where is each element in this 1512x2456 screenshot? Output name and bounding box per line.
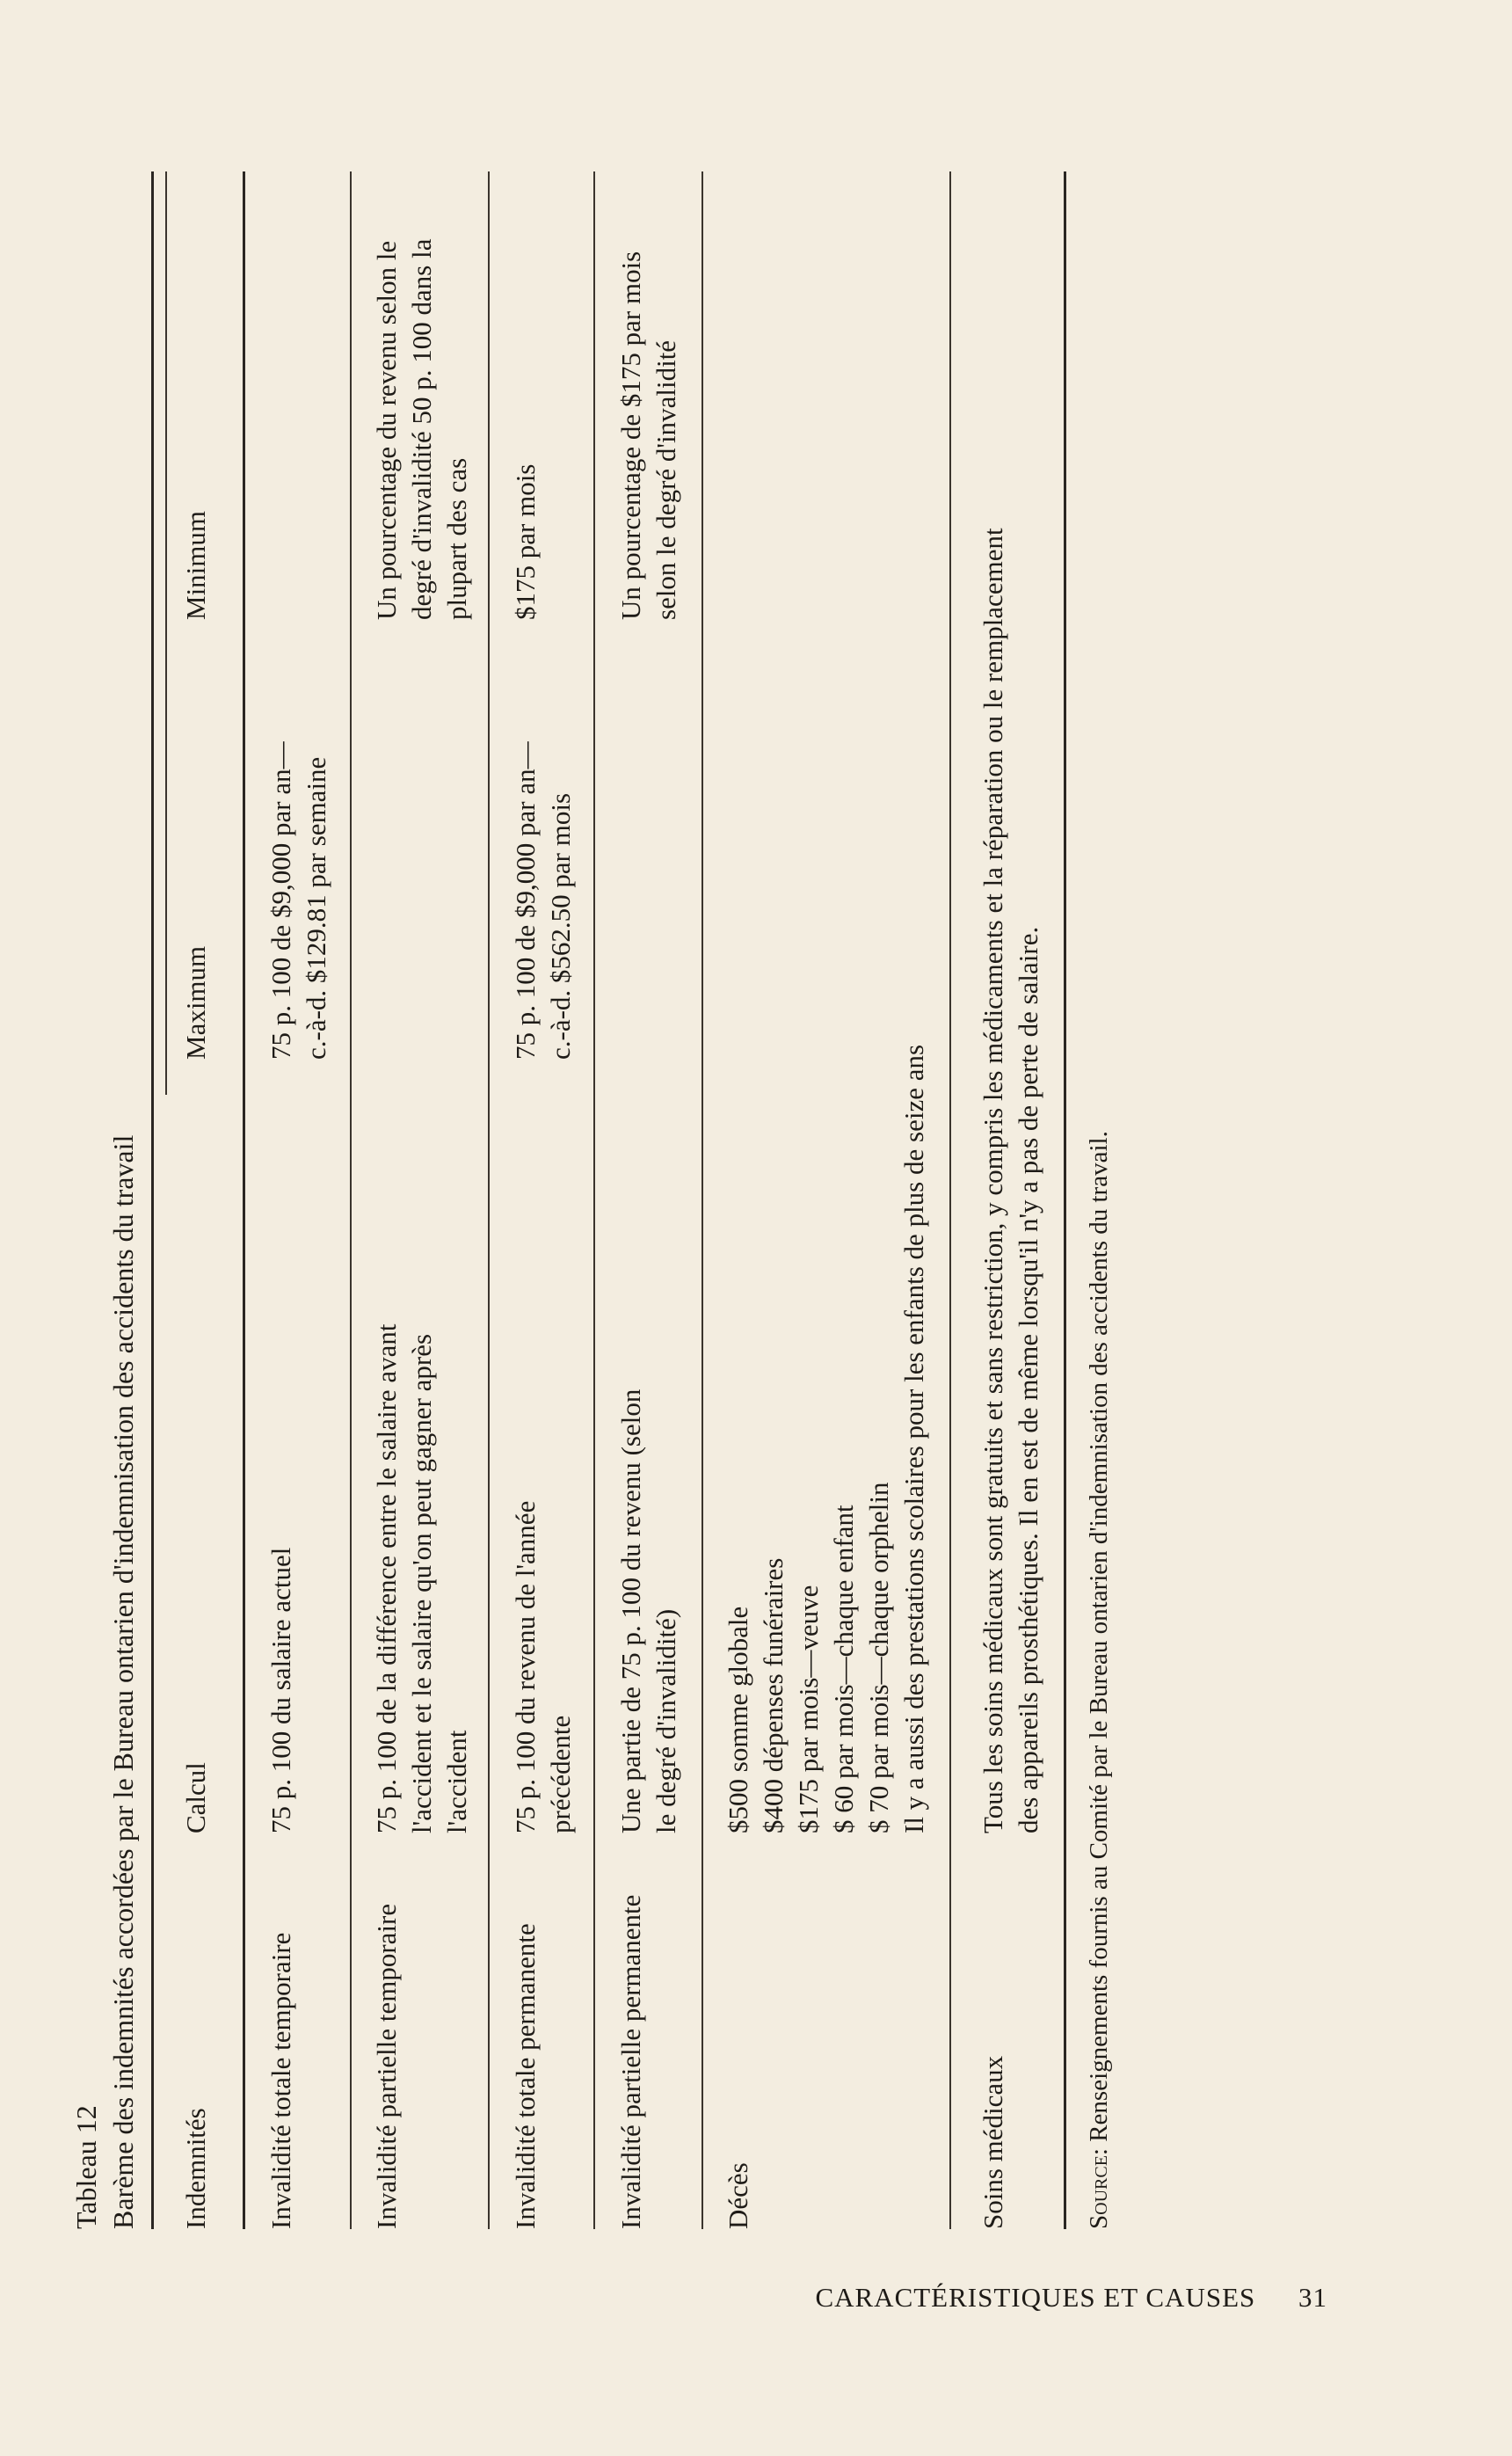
row-2-calcul: 75 p. 100 de la différence entre le salaire avant l'accident et le salaire qu'on peut gagner après l'accident (371, 1323, 472, 1833)
row-4-minimum: Un pourcentage de $175 par mois selon le degré d'invalidité (615, 251, 681, 620)
row-4-indemnite: Invalidité partielle permanente (615, 1894, 646, 2229)
row-divider (701, 171, 703, 2229)
row-3-calcul: 75 p. 100 du revenu de l'année précédente (510, 1500, 576, 1833)
row-3-maximum: 75 p. 100 de $9,000 par an— c.-à-d. $562.50 par mois (510, 741, 576, 1060)
table-label: Tableau 12 (70, 2105, 102, 2229)
row-5-indemnite: Décès (723, 2162, 753, 2229)
row-2-minimum: Un pourcentage du revenu selon le degré d'invalidité 50 p. 100 dans la plupart des cas (371, 238, 472, 620)
table-source (1081, 1131, 1116, 2229)
header-maximum: Maximum (180, 945, 211, 1060)
table-title: Barème des indemnités accordées par le Bureau ontarien d'indemnisation des accidents du travail (107, 1134, 139, 2229)
page-footer (815, 2282, 1327, 2314)
row-1-indemnite: Invalidité totale temporaire (265, 1932, 296, 2229)
header-indemnites: Indemnités (180, 2108, 211, 2229)
row-6-calcul: Tous les soins médicaux sont gratuits et sans restriction, y compris les médicaments et la réparation ou le remplacement des appareils prosthétiques. Il en est de même lorsqu'il n'y a pas de perte de salaire. (978, 528, 1043, 1833)
row-3-minimum: $175 par mois (510, 463, 541, 620)
header-rule (243, 171, 245, 2229)
header-calcul: Calcul (180, 1762, 211, 1833)
row-divider (488, 171, 490, 2229)
row-1-calcul: 75 p. 100 du salaire actuel (265, 1547, 296, 1833)
row-3-indemnite: Invalidité totale permanente (510, 1923, 541, 2229)
header-minimum: Minimum (180, 510, 211, 620)
running-head: CARACTÉRISTIQUES ET CAUSES (815, 2282, 1256, 2313)
column-spanner (165, 171, 167, 1095)
top-rule (151, 171, 154, 2229)
row-divider (593, 171, 595, 2229)
rotated-table (70, 171, 1301, 2229)
source-text: Renseignements fournis au Comité par le Bureau ontarien d'indemnisation des accidents du travail. (1085, 1131, 1113, 2142)
row-4-calcul: Une partie de 75 p. 100 du revenu (selon le degré d'invalidité) (615, 1388, 681, 1833)
row-6-indemnite: Soins médicaux (978, 2055, 1008, 2229)
row-divider (949, 171, 951, 2229)
page-number: 31 (1298, 2282, 1327, 2313)
row-1-maximum: 75 p. 100 de $9,000 par an— c.-à-d. $129.81 par semaine (265, 741, 331, 1060)
source-label: Source: (1085, 2148, 1113, 2229)
bottom-rule (1064, 171, 1066, 2229)
row-5-calcul: $500 somme globale $400 dépenses funéraires $175 par mois—veuve $ 60 par mois—chaque enfant $ 70 par mois—chaque orphelin Il y a aussi des prestations scolaires pour les enfants de plus de seize ans (723, 1044, 929, 1833)
row-divider (350, 171, 352, 2229)
row-2-indemnite: Invalidité partielle temporaire (371, 1903, 402, 2229)
